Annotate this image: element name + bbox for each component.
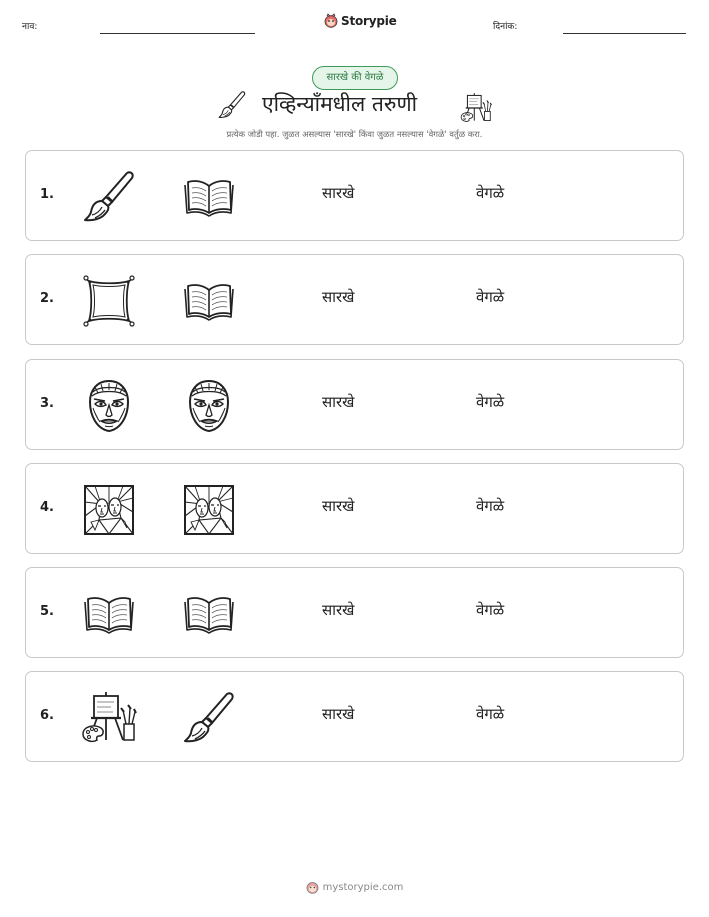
storypie-mascot-icon — [324, 13, 338, 28]
date-label: दिनांक: — [493, 22, 518, 32]
question-card-6 — [25, 671, 684, 762]
paintbrush-icon — [81, 169, 137, 225]
question-number: 4. — [40, 500, 54, 515]
instruction-text: प्रत्येक जोडी पहा. जुळत असल्यास 'सारखे' किंवा जुळत नसल्यास 'वेगळे' वर्तुळ करा. — [226, 129, 483, 139]
date-field-line[interactable] — [563, 33, 686, 34]
question-card-1 — [25, 150, 684, 241]
option-different[interactable]: वेगळे — [476, 288, 505, 306]
question-number: 3. — [40, 396, 54, 411]
mask-icon — [81, 378, 137, 434]
footer — [0, 880, 709, 894]
easel-icon — [460, 92, 492, 124]
question-card-5 — [25, 567, 684, 658]
storypie-mascot-icon — [306, 880, 319, 894]
question-card-3 — [25, 359, 684, 450]
option-different[interactable]: वेगळे — [476, 601, 505, 619]
book-icon — [181, 169, 237, 225]
option-same[interactable]: सारखे — [322, 601, 355, 619]
page-title: एव्हिन्याँमधील तरुणी — [262, 92, 418, 116]
worksheet-header — [0, 0, 709, 40]
paintbrush-icon — [217, 90, 247, 120]
name-label: नाव: — [22, 22, 38, 32]
activity-badge: सारखे की वेगळे — [312, 66, 398, 90]
brand-name: Storypie — [341, 13, 397, 28]
option-different[interactable]: वेगळे — [476, 705, 505, 723]
option-different[interactable]: वेगळे — [476, 393, 505, 411]
option-same[interactable]: सारखे — [322, 497, 355, 515]
question-number: 6. — [40, 708, 54, 723]
easel-icon — [81, 690, 137, 746]
question-number: 2. — [40, 291, 54, 306]
cubist-painting-icon — [81, 482, 137, 538]
question-card-4 — [25, 463, 684, 554]
option-same[interactable]: सारखे — [322, 184, 355, 202]
paintbrush-icon — [181, 690, 237, 746]
brand-logo — [324, 13, 397, 28]
option-different[interactable]: वेगळे — [476, 497, 505, 515]
book-icon — [181, 273, 237, 329]
option-same[interactable]: सारखे — [322, 705, 355, 723]
mask-icon — [181, 378, 237, 434]
option-different[interactable]: वेगळे — [476, 184, 505, 202]
cubist-painting-icon — [181, 482, 237, 538]
title-row — [0, 88, 709, 124]
canvas-icon — [81, 273, 137, 329]
book-icon — [81, 586, 137, 642]
question-card-2 — [25, 254, 684, 345]
option-same[interactable]: सारखे — [322, 393, 355, 411]
name-field-line[interactable] — [100, 33, 255, 34]
footer-site: mystorypie.com — [322, 881, 404, 893]
book-icon — [181, 586, 237, 642]
option-same[interactable]: सारखे — [322, 288, 355, 306]
question-number: 5. — [40, 604, 54, 619]
question-number: 1. — [40, 187, 54, 202]
